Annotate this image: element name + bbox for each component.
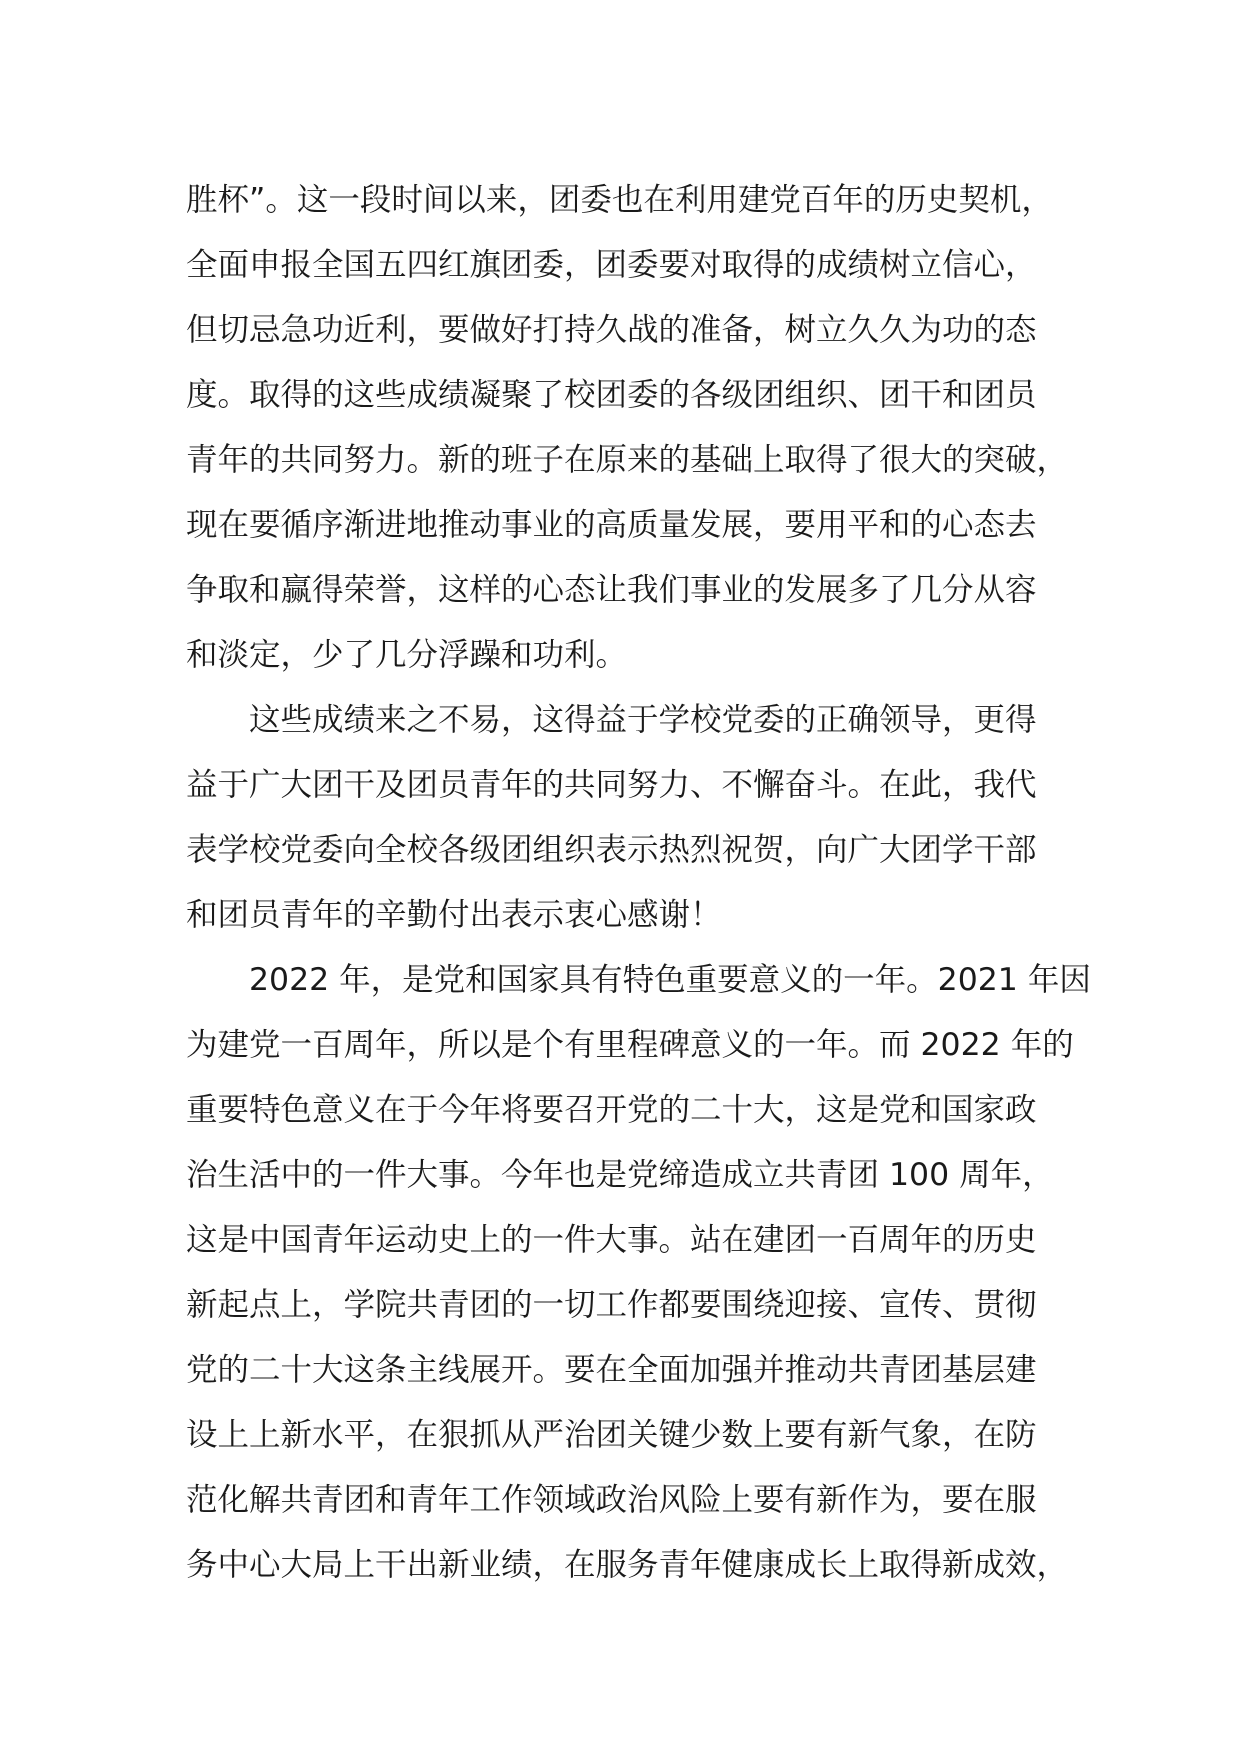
text-line: 务中心大局上干出新业绩，在服务青年健康成长上取得新成效， [186, 1547, 1069, 1583]
text-line: 现在要循序渐进地推动事业的高质量发展，要用平和的心态去 [186, 507, 1037, 543]
text-line: 范化解共青团和青年工作领域政治风险上要有新作为，要在服 [186, 1482, 1037, 1518]
text-line: 青年的共同努力。新的班子在原来的基础上取得了很大的突破， [186, 442, 1069, 478]
text-line: 为建党一百周年，所以是个有里程碑意义的一年。而 2022 年的 [186, 1027, 1074, 1063]
text-line: 胜杯”。这一段时间以来，团委也在利用建党百年的历史契机， [186, 182, 1053, 218]
text-line: 这是中国青年运动史上的一件大事。站在建团一百周年的历史 [186, 1222, 1037, 1258]
text-line: 2022 年，是党和国家具有特色重要意义的一年。2021 年因 [249, 962, 1091, 998]
text-line: 党的二十大这条主线展开。要在全面加强并推动共青团基层建 [186, 1352, 1037, 1388]
body-text [186, 168, 1091, 1598]
text-line: 重要特色意义在于今年将要召开党的二十大，这是党和国家政 [186, 1092, 1037, 1128]
text-line: 全面申报全国五四红旗团委，团委要对取得的成绩树立信心， [186, 247, 1037, 283]
text-line: 治生活中的一件大事。今年也是党缔造成立共青团 100 周年， [186, 1157, 1054, 1193]
text-line: 争取和赢得荣誉，这样的心态让我们事业的发展多了几分从容 [186, 572, 1037, 608]
text-line: 新起点上，学院共青团的一切工作都要围绕迎接、宣传、贯彻 [186, 1287, 1037, 1323]
text-line: 和团员青年的辛勤付出表示衷心感谢！ [186, 897, 722, 933]
text-line: 但切忌急功近利，要做好打持久战的准备，树立久久为功的态 [186, 312, 1037, 348]
text-line: 和淡定，少了几分浮躁和功利。 [186, 637, 628, 673]
text-line: 表学校党委向全校各级团组织表示热烈祝贺，向广大团学干部 [186, 832, 1037, 868]
text-line: 设上上新水平，在狠抓从严治团关键少数上要有新气象，在防 [186, 1417, 1037, 1453]
text-line: 度。取得的这些成绩凝聚了校团委的各级团组织、团干和团员 [186, 377, 1037, 413]
text-line: 益于广大团干及团员青年的共同努力、不懈奋斗。在此，我代 [186, 767, 1037, 803]
text-line: 这些成绩来之不易，这得益于学校党委的正确领导，更得 [249, 702, 1037, 738]
